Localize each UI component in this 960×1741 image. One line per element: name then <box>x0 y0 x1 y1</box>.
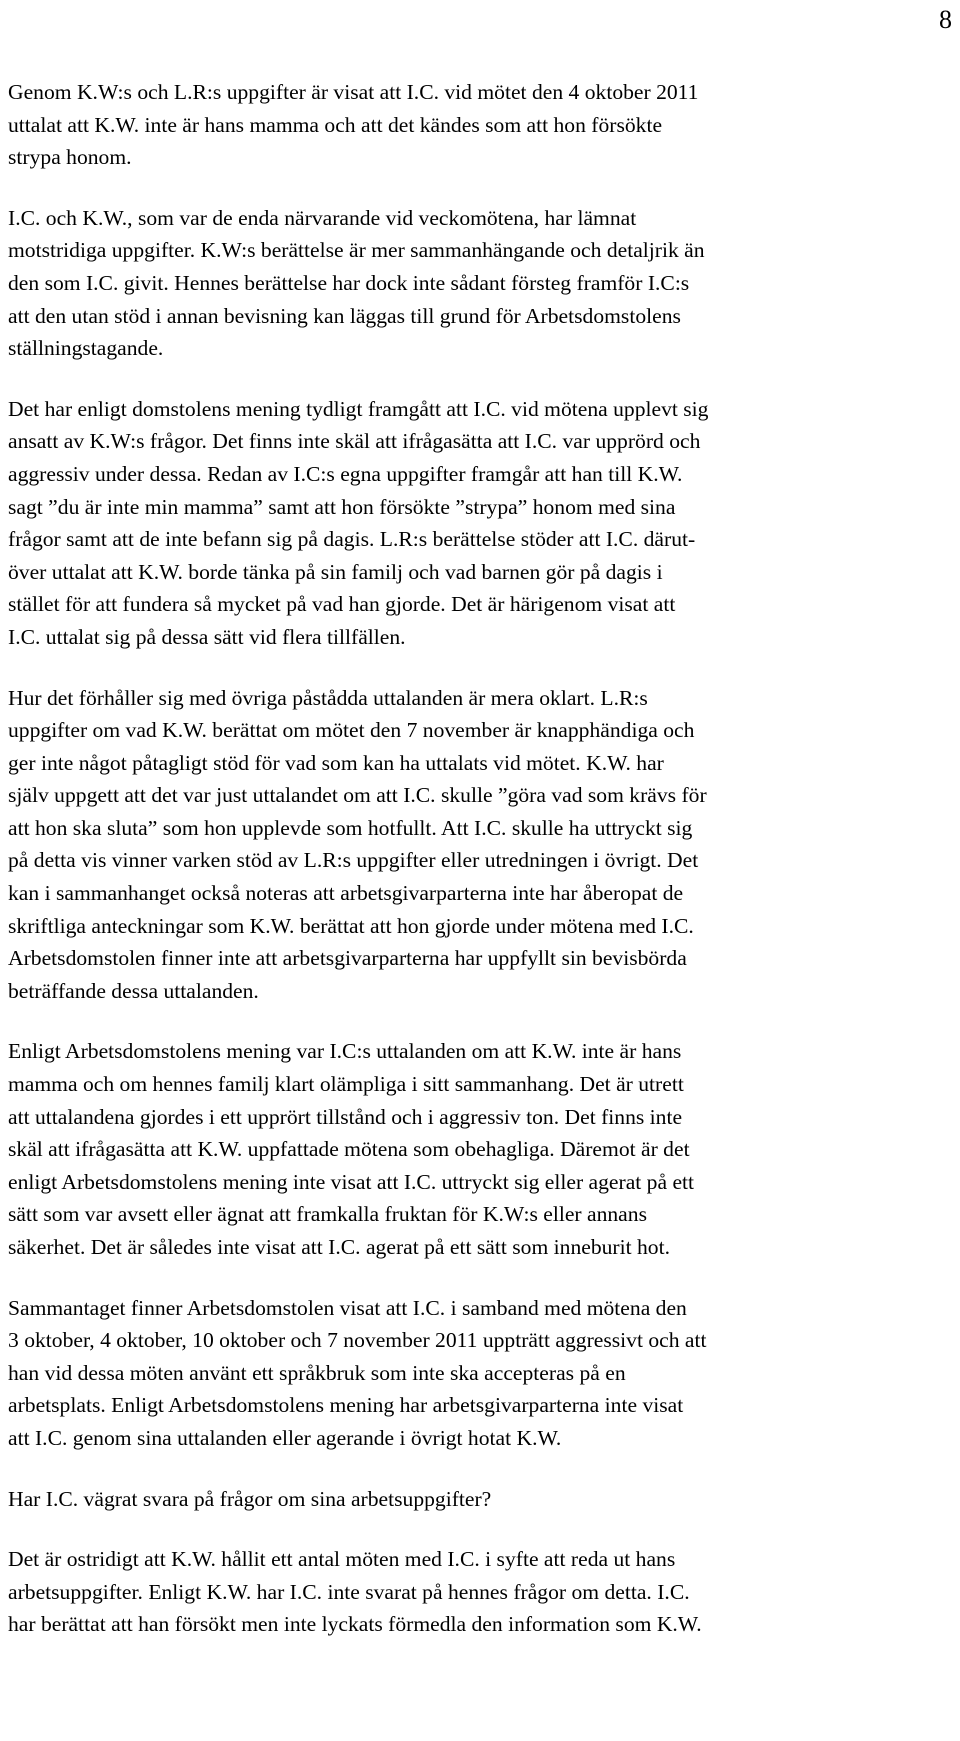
document-body <box>8 76 958 1669</box>
page-number: 8 <box>939 5 952 34</box>
paragraph-3: Det har enligt domstolens mening tydligt framgått att I.C. vid mötena upplevt sig ansatt av K.W:s frågor. Det finns inte skäl att ifrågasätta att I.C. var upprörd och aggressiv under dessa. Redan av I.C:s egna uppgifter framgår att han till K.W. sagt ”du är inte min mamma” samt att hon försökte ”strypa” honom med sina frågor samt att de inte befann sig på dagis. L.R:s berättelse stöder att I.C. därut- över uttalat att K.W. borde tänka på sin familj och vad barnen gör på dagis i stället för att fundera så mycket på vad han gjorde. Det är härigenom visat att I.C. uttalat sig på dessa sätt vid flera tillfällen. <box>8 396 709 649</box>
paragraph-4: Hur det förhåller sig med övriga påstådda uttalanden är mera oklart. L.R:s uppgifter om vad K.W. berättat om mötet den 7 november är knapphändiga och ger inte något påtagligt stöd för vad som kan ha uttalats vid mötet. K.W. har själv uppgett att det var just uttalandet om att I.C. skulle ”göra vad som krävs för att hon ska sluta” som hon upplevde som hotfullt. Att I.C. skulle ha uttryckt sig på detta vis vinner varken stöd av L.R:s uppgifter eller utredningen i övrigt. Det kan i sammanhanget också noteras att arbetsgivarparterna inte har åberopat de skriftliga anteckningar som K.W. berättat att hon gjorde under mötena med I.C. Arbetsdomstolen finner inte att arbetsgivarparterna har uppfyllt sin bevisbörda beträffande dessa uttalanden. <box>8 685 707 1003</box>
paragraph-6: Sammantaget finner Arbetsdomstolen visat att I.C. i samband med mötena den 3 oktober, 4 oktober, 10 oktober och 7 november 2011 uppträtt aggressivt och att han vid dessa möten använt ett språkbruk som inte ska accepteras på en arbetsplats. Enligt Arbetsdomstolens mening har arbetsgivarparterna inte visat att I.C. genom sina uttalanden eller agerande i övrigt hotat K.W. <box>8 1295 707 1450</box>
paragraph-7: Det är ostridigt att K.W. hållit ett antal möten med I.C. i syfte att reda ut hans arbetsuppgifter. Enligt K.W. har I.C. inte svarat på hennes frågor om detta. I.C. har berättat att han försökt men inte lyckats förmedla den information som K.W. <box>8 1547 702 1637</box>
paragraph-5: Enligt Arbetsdomstolens mening var I.C:s uttalanden om att K.W. inte är hans mamma och om hennes familj klart olämpliga i sitt sammanhang. Det är utrett att uttalandena gjordes i ett upprört tillstånd och i aggressiv ton. Det finns inte skäl att ifrågasätta att K.W. uppfattade mötena som obehagliga. Däremot är det enligt Arbetsdomstolens mening inte visat att I.C. uttryckt sig eller agerat på ett sätt som var avsett eller ägnat att framkalla fruktan för K.W:s eller annans säkerhet. Det är således inte visat att I.C. agerat på ett sätt som inneburit hot. <box>8 1039 695 1259</box>
paragraph-2: I.C. och K.W., som var de enda närvarande vid veckomötena, har lämnat motstridiga uppgifter. K.W:s berättelse är mer sammanhängande och detaljrik än den som I.C. givit. Hennes berättelse har dock inte sådant försteg framför I.C:s att den utan stöd i annan bevisning kan läggas till grund för Arbetsdomstolens ställningstagande. <box>8 205 705 361</box>
section-question-heading: Har I.C. vägrat svara på frågor om sina arbetsuppgifter? <box>8 1486 492 1511</box>
paragraph-1: Genom K.W:s och L.R:s uppgifter är visat att I.C. vid mötet den 4 oktober 2011 uttalat att K.W. inte är hans mamma och att det kändes som att hon försökte strypa honom. <box>8 80 699 170</box>
